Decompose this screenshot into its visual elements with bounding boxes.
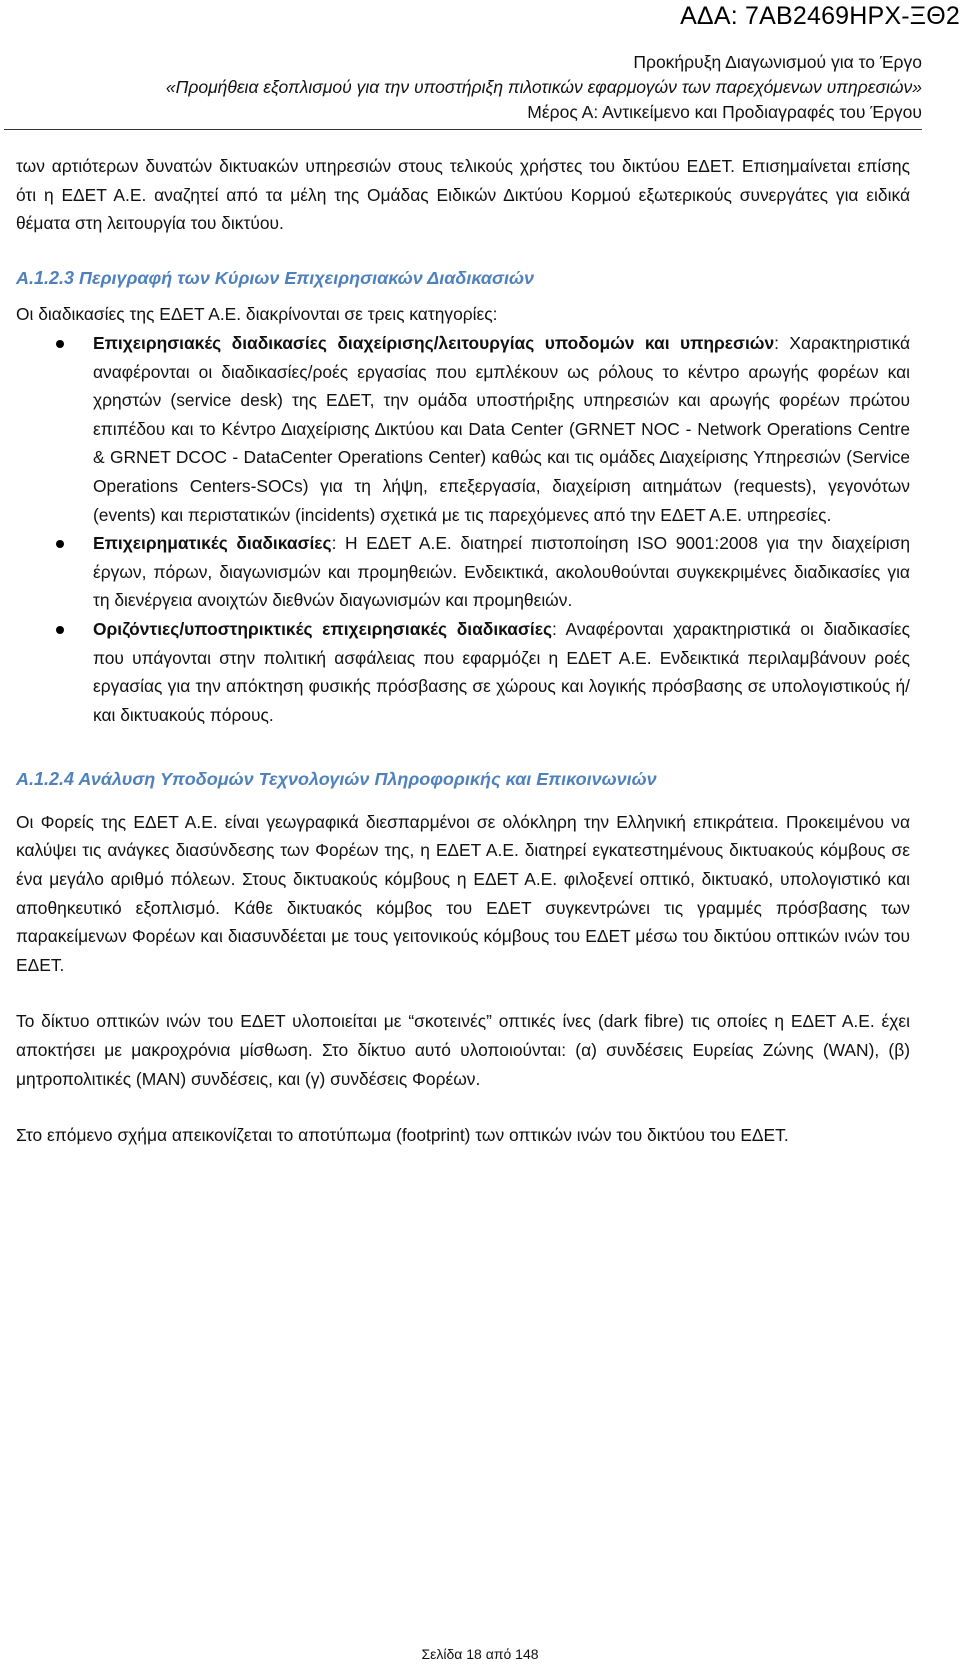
section-a124-paragraph: Το δίκτυο οπτικών ινών του ΕΔΕΤ υλοποιείται με “σκοτεινές” οπτικές ίνες (dark fibre) τις οποίες η ΕΔΕΤ Α.Ε. έχει αποκτήσει με μακροχρόνια μίσθωση. Στο δίκτυο αυτό υλοποιούνται: (α) συνδέσεις Ευρείας Ζώνης (WAN), (β) μητροπολιτικές (MAN) συνδέσεις, και (γ) συνδέσεις Φορέων. xyxy=(16,1011,910,1089)
section-heading-a124: Α.1.2.4 Ανάλυση Υποδομών Τεχνολογιών Πληροφορικής και Επικοινωνιών xyxy=(16,769,657,790)
header-line-1: Προκήρυξη Διαγωνισμού για το Έργο xyxy=(633,52,922,72)
section-heading-a123: Α.1.2.3 Περιγραφή των Κύριων Επιχειρησιακών Διαδικασιών xyxy=(16,267,534,288)
header-line-2: «Προμήθεια εξοπλισμού για την υποστήριξη πιλοτικών εφαρμογών των παρεχόμενων υπηρεσιών» xyxy=(165,77,922,97)
list-item-title: Επιχειρησιακές διαδικασίες διαχείρισης/λειτουργίας υποδομών και υπηρεσιών xyxy=(93,332,775,353)
document-header xyxy=(0,50,922,125)
ada-code: ΑΔΑ: 7ΑΒ2469ΗΡΧ-ΞΘ2 xyxy=(680,2,960,30)
list-item-title: Επιχειρηματικές διαδικασίες xyxy=(93,533,332,554)
list-item-text: : Η ΕΔΕΤ Α.Ε. διατηρεί πιστοποίηση ISO 9001:2008 για την διαχείριση έργων, πόρων, διαγωνισμών και προμηθειών. Ενδεικτικά, ακολουθούνται συγκεκριμένες διαδικασίες για τη διενέργεια ανοιχτών διεθνών διαγωνισμών και προμηθειών. xyxy=(93,533,910,611)
intro-paragraph: των αρτιότερων δυνατών δικτυακών υπηρεσιών στους τελικούς χρήστες του δικτύου ΕΔΕΤ. Επισημαίνεται επίσης ότι η ΕΔΕΤ Α.Ε. αναζητεί από τα μέλη της Ομάδας Ειδικών Δικτύου Κορμού εξωτερικούς συνεργάτες για ειδικά θέματα στη λειτουργία του δικτύου. xyxy=(16,156,910,234)
section-a124-paragraph: Στο επόμενο σχήμα απεικονίζεται το αποτύπωμα (footprint) των οπτικών ινών του δικτύου του ΕΔΕΤ. xyxy=(16,1125,789,1146)
section-a123-lead: Οι διαδικασίες της ΕΔΕΤ Α.Ε. διακρίνονται σε τρεις κατηγορίες: xyxy=(16,304,498,325)
page-number: Σελίδα 18 από 148 xyxy=(421,1646,539,1662)
header-line-3: Μέρος Α: Αντικείμενο και Προδιαγραφές του Έργου xyxy=(527,102,922,122)
list-item-text: : Χαρακτηριστικά αναφέρονται οι διαδικασίες/ροές εργασίας που εμπλέκουν ως ρόλους το κέντρο αρωγής φορέων και χρηστών (service desk) της ΕΔΕΤ, την ομάδα υποστήριξης υπηρεσιών και αρωγής φορέων πρώτου επιπέδου και το Κέντρο Διαχείρισης Δικτύου και Data Center (GRNET NOC - Network Operations Centre & GRNET DCOC - DataCenter Operations Center) καθώς και τις ομάδες Διαχείρισης Υπηρεσιών (Service Operations Centers-SOCs) για τη λήψη, επεξεργασία, διαχείριση αιτημάτων (requests), γεγονότων (events) και περιστατικών (incidents) σχετικά με τις παρεχόμενες από την ΕΔΕΤ Α.Ε. υπηρεσίες. xyxy=(93,332,910,525)
page-content xyxy=(16,152,910,1150)
header-divider xyxy=(4,129,922,130)
bullet-icon xyxy=(56,540,64,548)
list-item-text: : Αναφέρονται χαρακτηριστικά οι διαδικασίες που υπάγονται στην πολιτική ασφάλειας που εφαρμόζει η ΕΔΕΤ Α.Ε. Ενδεικτικά περιλαμβάνουν ροές εργασίας για την απόκτηση φυσικής πρόσβασης σε χώρους και λογικής πρόσβασης σε υπολογιστικούς ή/και δικτυακούς πόρους. xyxy=(93,618,910,725)
bullet-icon xyxy=(56,626,64,634)
bullet-icon xyxy=(56,340,64,348)
process-list xyxy=(16,329,910,729)
list-item-title: Οριζόντιες/υποστηρικτικές επιχειρησιακές διαδικασίες xyxy=(93,618,552,639)
list-item xyxy=(16,529,910,615)
section-a124-paragraph: Οι Φορείς της ΕΔΕΤ Α.Ε. είναι γεωγραφικά διεσπαρμένοι σε ολόκληρη την Ελληνική επικράτεια. Προκειμένου να καλύψει τις ανάγκες διασύνδεσης των Φορέων της, η ΕΔΕΤ Α.Ε. διατηρεί εγκατεστημένους δικτυακούς κόμβους σε ένα μεγάλο αριθμό πόλεων. Στους δικτυακούς κόμβους η ΕΔΕΤ Α.Ε. φιλοξενεί οπτικό, δικτυακό, υπολογιστικό και αποθηκευτικό εξοπλισμό. Κάθε δικτυακός κόμβος του ΕΔΕΤ συγκεντρώνει τις γραμμές πρόσβασης των παρακείμενων Φορέων και διασυνδέεται με τους γειτονικούς κόμβους του ΕΔΕΤ μέσω του δικτύου οπτικών ινών του ΕΔΕΤ. xyxy=(16,811,910,975)
list-item xyxy=(16,329,910,529)
list-item xyxy=(16,615,910,729)
